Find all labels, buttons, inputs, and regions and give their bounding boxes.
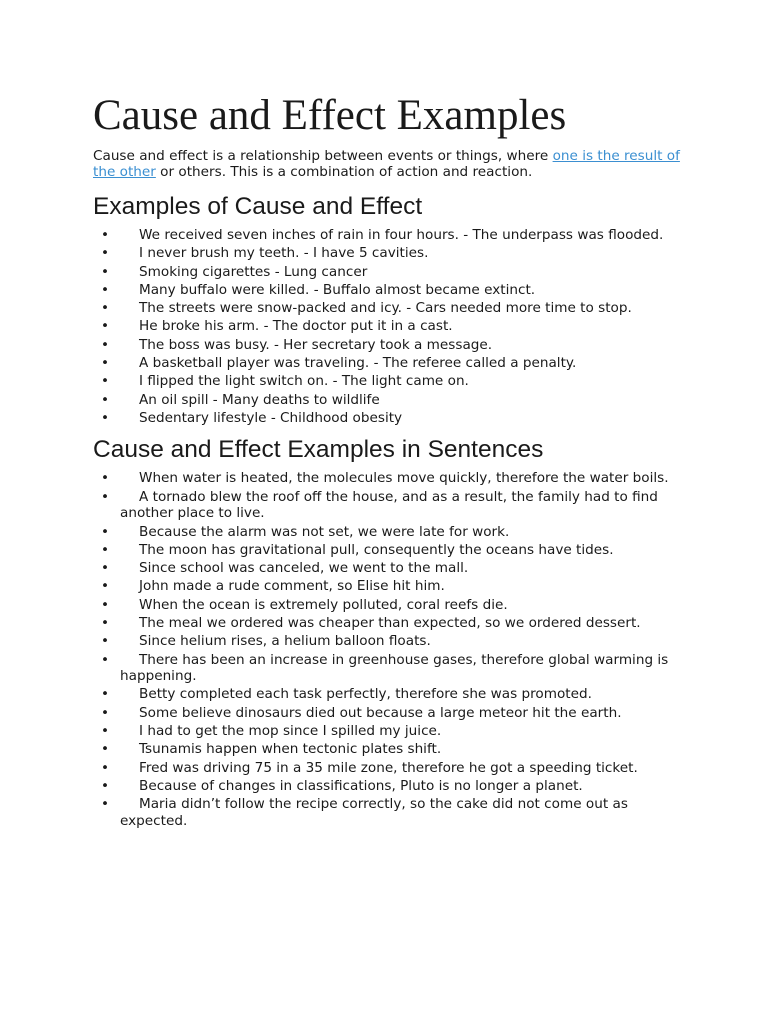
section-heading: Examples of Cause and Effect [93, 193, 423, 220]
list-item-text: When water is heated, the molecules move quickly, therefore the water boils. [139, 470, 669, 487]
list-item-text: A basketball player was traveling. - The referee called a penalty. [139, 355, 577, 372]
list-item-text: There has been an increase in greenhouse gases, therefore global warming is happening. [120, 651, 669, 685]
bullet-icon: • [101, 777, 110, 794]
bullet-icon: • [101, 704, 110, 721]
list-item [93, 705, 678, 722]
list-item [93, 741, 678, 758]
bullet-list [93, 227, 678, 426]
bullet-icon: • [101, 741, 110, 758]
list-item [93, 227, 678, 244]
list-item [93, 796, 678, 829]
list-item-text: Since helium rises, a helium balloon floats. [139, 633, 431, 650]
list-item [93, 318, 678, 335]
bullet-icon: • [101, 523, 110, 540]
bullet-icon: • [101, 470, 110, 487]
list-item-text: We received seven inches of rain in four hours. - The underpass was flooded. [139, 227, 664, 243]
bullet-icon: • [101, 281, 110, 298]
bullet-icon: • [101, 796, 110, 813]
section-heading: Cause and Effect Examples in Sentences [93, 436, 544, 464]
bullet-icon: • [101, 651, 110, 668]
list-item [93, 615, 678, 632]
intro-text-before-link: Cause and effect is a relationship between events or things, where [93, 148, 553, 164]
bullet-icon: • [101, 633, 110, 650]
bullet-icon: • [101, 355, 110, 372]
bullet-icon: • [101, 686, 110, 703]
list-item-text: The streets were snow-packed and icy. - Cars needed more time to stop. [139, 300, 632, 317]
list-item [93, 489, 678, 522]
list-item-text: I had to get the mop since I spilled my juice. [139, 723, 442, 740]
list-item-text: Betty completed each task perfectly, therefore she was promoted. [139, 686, 592, 703]
list-item-text: I never brush my teeth. - I have 5 cavities. [139, 245, 429, 262]
list-item-text: Tsunamis happen when tectonic plates shift. [139, 741, 442, 758]
list-item-text: A tornado blew the roof off the house, and as a result, the family had to find another place to live. [120, 488, 658, 522]
bullet-icon: • [101, 245, 110, 262]
list-item [93, 470, 678, 487]
list-item-text: Fred was driving 75 in a 35 mile zone, therefore he got a speeding ticket. [139, 759, 638, 776]
list-item [93, 300, 678, 317]
bullet-icon: • [101, 723, 110, 740]
list-item [93, 633, 678, 650]
page-title: Cause and Effect Examples [93, 92, 567, 139]
list-item [93, 282, 678, 299]
list-item [93, 542, 678, 559]
list-item [93, 597, 678, 614]
bullet-icon: • [101, 409, 110, 426]
list-item-text: Smoking cigarettes - Lung cancer [139, 263, 368, 280]
bullet-icon: • [101, 263, 110, 280]
intro-text-after-link: or others. This is a combination of action and reaction. [155, 164, 533, 180]
section-examples-in-sentences [93, 435, 683, 829]
list-item-text: Because the alarm was not set, we were late for work. [139, 523, 510, 540]
list-item [93, 686, 678, 703]
list-item-text: Many buffalo were killed. - Buffalo almost became extinct. [139, 281, 536, 298]
list-item-text: John made a rude comment, so Elise hit him. [139, 578, 445, 595]
list-item-text: Sedentary lifestyle - Childhood obesity [139, 409, 403, 426]
document-page [93, 92, 683, 831]
bullet-icon: • [101, 391, 110, 408]
list-item [93, 560, 678, 577]
bullet-icon: • [101, 373, 110, 390]
list-item-text: The meal we ordered was cheaper than expected, so we ordered dessert. [139, 615, 641, 632]
bullet-icon: • [101, 318, 110, 335]
bullet-icon: • [101, 541, 110, 558]
result-link[interactable]: one is the result of the other [93, 148, 680, 180]
list-item-text: Maria didn’t follow the recipe correctly, so the cake did not come out as expected. [120, 796, 628, 829]
bullet-icon: • [101, 596, 110, 613]
list-item [93, 578, 678, 595]
list-item [93, 723, 678, 740]
bullet-icon: • [101, 227, 110, 243]
list-item [93, 337, 678, 354]
bullet-icon: • [101, 488, 110, 505]
list-item-text: Since school was canceled, we went to the mall. [139, 560, 469, 577]
list-item [93, 410, 678, 427]
list-item-text: He broke his arm. - The doctor put it in a cast. [139, 318, 453, 335]
bullet-icon: • [101, 578, 110, 595]
list-item [93, 652, 678, 685]
list-item-text: An oil spill - Many deaths to wildlife [139, 391, 380, 408]
list-item [93, 264, 678, 281]
bullet-icon: • [101, 615, 110, 632]
list-item-text: The moon has gravitational pull, consequently the oceans have tides. [139, 541, 614, 558]
intro-paragraph [93, 148, 683, 180]
list-item [93, 778, 678, 795]
list-item-text: Because of changes in classifications, Pluto is no longer a planet. [139, 777, 583, 794]
bullet-icon: • [101, 560, 110, 577]
bullet-icon: • [101, 336, 110, 353]
section-cause-effect-examples [93, 192, 683, 426]
list-item-text: I flipped the light switch on. - The light came on. [139, 373, 469, 390]
list-item [93, 245, 678, 262]
list-item [93, 760, 678, 777]
list-item-text: The boss was busy. - Her secretary took a message. [139, 336, 493, 353]
list-item [93, 392, 678, 409]
list-item [93, 355, 678, 372]
bullet-list [93, 470, 678, 829]
list-item [93, 373, 678, 390]
bullet-icon: • [101, 759, 110, 776]
bullet-icon: • [101, 300, 110, 317]
list-item [93, 524, 678, 541]
list-item-text: When the ocean is extremely polluted, coral reefs die. [139, 596, 508, 613]
list-item-text: Some believe dinosaurs died out because a large meteor hit the earth. [139, 704, 622, 721]
